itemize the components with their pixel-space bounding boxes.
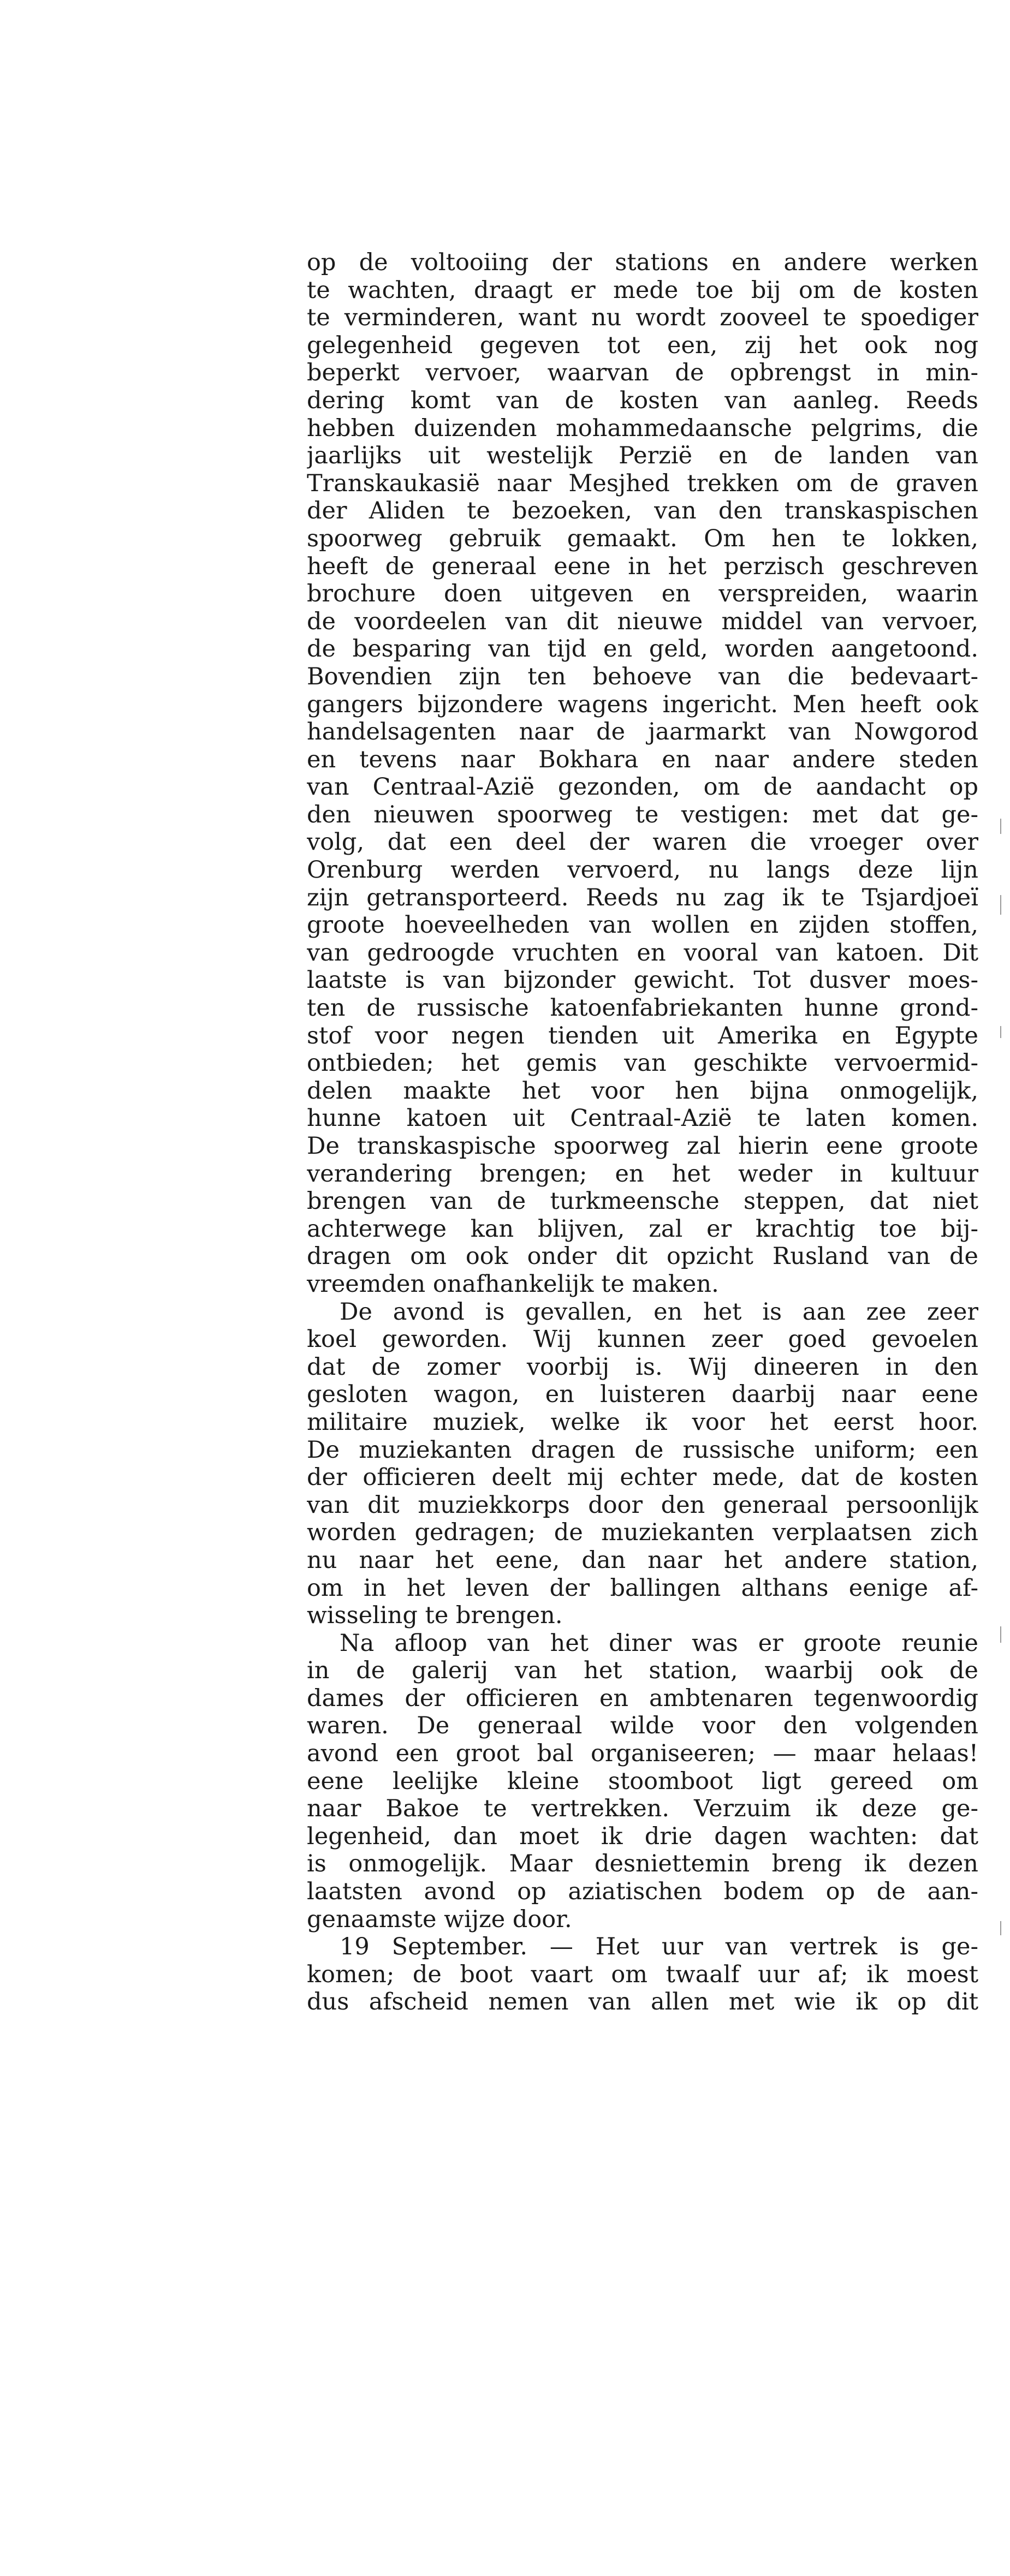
text-line: den nieuwen spoorweg te vestigen: met dat ge- <box>307 801 978 828</box>
text-line: koel geworden. Wij kunnen zeer goed gevoelen <box>307 1326 978 1353</box>
text-line: delen maakte het voor hen bijna onmogelijk, <box>307 1077 978 1105</box>
margin-mark <box>1000 1026 1001 1038</box>
text-line: ten de russische katoenfabriekanten hunne grond- <box>307 994 978 1022</box>
text-line: avond een groot bal organiseeren; — maar helaas! <box>307 1740 978 1768</box>
text-line: genaamste wijze door. <box>307 1905 572 1933</box>
text-line: waren. De generaal wilde voor den volgenden <box>307 1712 978 1740</box>
margin-mark <box>1000 1626 1001 1643</box>
text-line: handelsagenten naar de jaarmarkt van Nowgorod <box>307 718 978 746</box>
paragraph <box>307 1933 978 2016</box>
paragraph <box>307 249 978 1298</box>
text-line: der Aliden te bezoeken, van den transkaspischen <box>307 497 978 525</box>
text-line: gelegenheid gegeven tot een, zij het ook nog <box>307 331 978 359</box>
body-text <box>307 249 978 2016</box>
text-line: De transkaspische spoorweg zal hierin eene groote <box>307 1132 978 1160</box>
text-line: van gedroogde vruchten en vooral van katoen. Dit <box>307 939 978 967</box>
text-line: te verminderen, want nu wordt zooveel te spoediger <box>307 304 978 332</box>
text-line: heeft de generaal eene in het perzisch geschreven <box>307 552 978 580</box>
text-line: en tevens naar Bokhara en naar andere steden <box>307 746 978 773</box>
text-line: spoorweg gebruik gemaakt. Om hen te lokken, <box>307 524 978 552</box>
text-line: gesloten wagon, en luisteren daarbij naar eene <box>307 1381 978 1409</box>
text-line: De avond is gevallen, en het is aan zee zeer <box>340 1298 978 1326</box>
text-line: hebben duizenden mohammedaansche pelgrims, die <box>307 414 978 442</box>
text-line: laatsten avond op aziatischen bodem op de aan- <box>307 1878 978 1906</box>
text-line: dat de zomer voorbij is. Wij dineeren in den <box>307 1353 978 1381</box>
text-line: achterwege kan blijven, zal er krachtig toe bij- <box>307 1215 978 1243</box>
text-line: Bovendien zijn ten behoeve van die bedevaart- <box>307 663 978 690</box>
text-line: stof voor negen tienden uit Amerika en Egypte <box>307 1022 978 1050</box>
text-line: te wachten, draagt er mede toe bij om de kosten <box>307 276 978 304</box>
text-line: groote hoeveelheden van wollen en zijden stoffen, <box>307 911 978 939</box>
paragraph <box>307 1298 978 1630</box>
text-line: beperkt vervoer, waarvan de opbrengst in min- <box>307 359 978 387</box>
text-line: De muziekanten dragen de russische uniform; een <box>307 1436 978 1464</box>
text-line: in de galerij van het station, waarbij ook de <box>307 1657 978 1685</box>
text-line: zijn getransporteerd. Reeds nu zag ik te Tsjardjoeï <box>307 884 978 911</box>
text-line: komen; de boot vaart om twaalf uur af; ik moest <box>307 1960 978 1988</box>
text-line: Na afloop van het diner was er groote reunie <box>340 1629 978 1657</box>
text-line: militaire muziek, welke ik voor het eerst hoor. <box>307 1408 978 1436</box>
text-line: eene leelijke kleine stoomboot ligt gereed om <box>307 1767 978 1795</box>
text-line: verandering brengen; en het weder in kultuur <box>307 1160 978 1188</box>
text-line: naar Bakoe te vertrekken. Verzuim ik deze ge- <box>307 1795 978 1823</box>
text-line: gangers bijzondere wagens ingericht. Men heeft ook <box>307 690 978 718</box>
text-line: volg, dat een deel der waren die vroeger over <box>307 828 978 856</box>
text-line: van Centraal-Azië gezonden, om de aandacht op <box>307 773 978 801</box>
text-line: worden gedragen; de muziekanten verplaatsen zich <box>307 1519 978 1547</box>
text-line: de besparing van tijd en geld, worden aangetoond. <box>307 635 978 663</box>
text-line: Transkaukasië naar Mesjhed trekken om de graven <box>307 469 978 497</box>
text-line: wisseling te brengen. <box>307 1602 563 1630</box>
margin-mark <box>1000 1921 1001 1935</box>
text-line: om in het leven der ballingen althans eenige af- <box>307 1574 978 1602</box>
text-line: op de voltooiing der stations en andere werken <box>307 249 978 276</box>
text-line: dus afscheid nemen van allen met wie ik op dit <box>307 1988 978 2016</box>
text-line: dragen om ook onder dit opzicht Rusland van de <box>307 1243 978 1271</box>
text-line: hunne katoen uit Centraal-Azië te laten komen. <box>307 1105 978 1132</box>
text-line: 19 September. — Het uur van vertrek is ge- <box>340 1933 978 1961</box>
text-line: vreemden onafhankelijk te maken. <box>307 1270 719 1298</box>
text-line: ontbieden; het gemis van geschikte vervoermid- <box>307 1050 978 1077</box>
text-line: der officieren deelt mij echter mede, dat de kosten <box>307 1464 978 1492</box>
text-line: legenheid, dan moet ik drie dagen wachten: dat <box>307 1822 978 1850</box>
text-line: dames der officieren en ambtenaren tegenwoordig <box>307 1684 978 1712</box>
paragraph <box>307 1630 978 1934</box>
margin-mark <box>1000 819 1001 834</box>
text-line: jaarlijks uit westelijk Perzië en de landen van <box>307 442 978 470</box>
text-line: dering komt van de kosten van aanleg. Reeds <box>307 386 978 414</box>
text-line: de voordeelen van dit nieuwe middel van vervoer, <box>307 607 978 635</box>
text-line: van dit muziekkorps door den generaal persoonlijk <box>307 1491 978 1519</box>
text-line: is onmogelijk. Maar desniettemin breng ik dezen <box>307 1850 978 1878</box>
text-line: brochure doen uitgeven en verspreiden, waarin <box>307 580 978 608</box>
text-line: brengen van de turkmeensche steppen, dat niet <box>307 1188 978 1215</box>
text-line: Orenburg werden vervoerd, nu langs deze lijn <box>307 856 978 884</box>
margin-mark <box>1000 895 1001 915</box>
text-line: laatste is van bijzonder gewicht. Tot dusver moes- <box>307 967 978 994</box>
text-line: nu naar het eene, dan naar het andere station, <box>307 1546 978 1574</box>
